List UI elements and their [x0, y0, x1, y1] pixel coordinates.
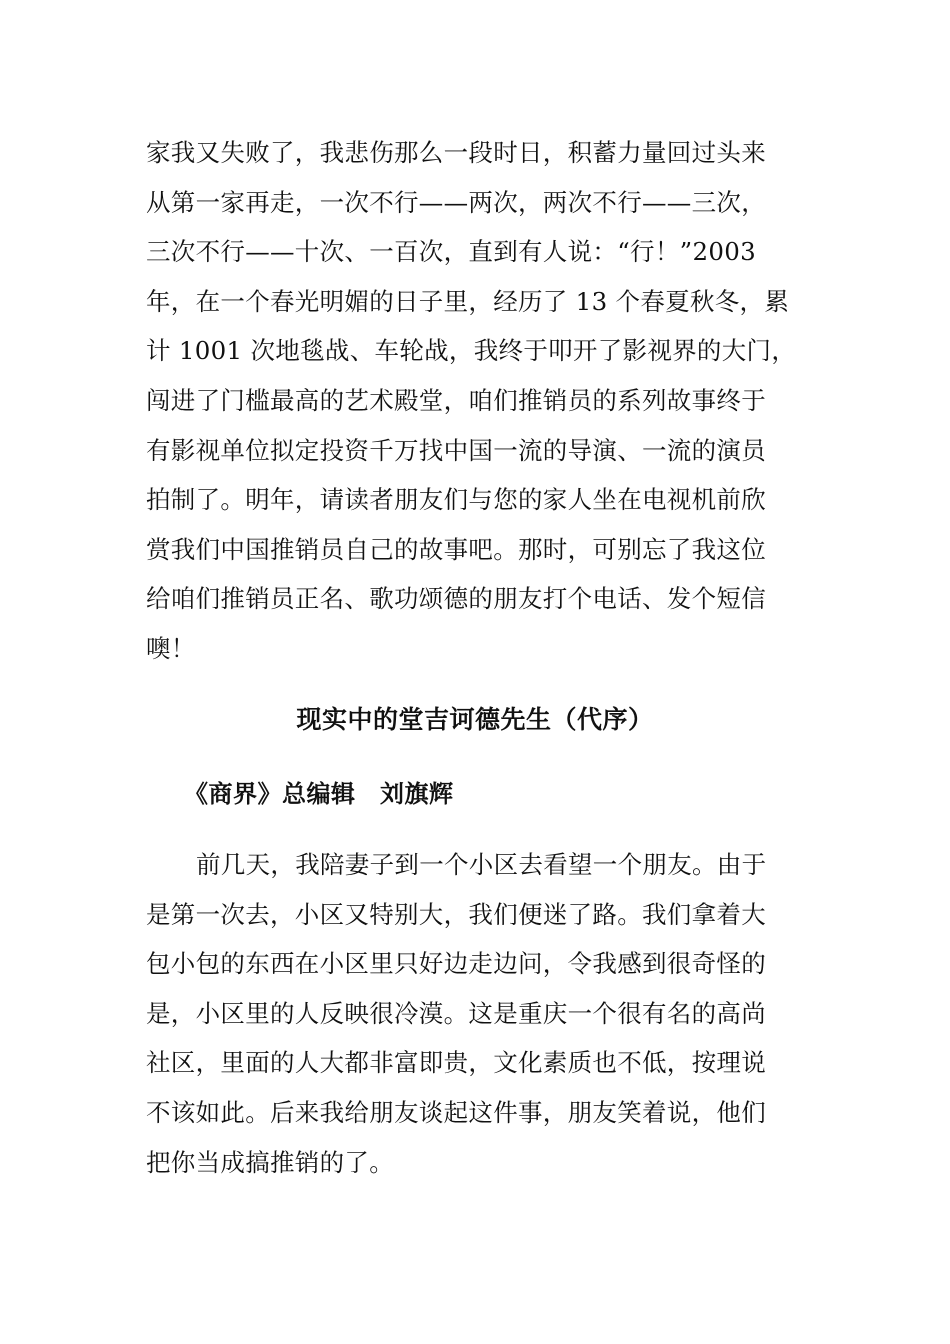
- paragraph-line: 社区，里面的人大都非富即贵，文化素质也不低，按理说: [146, 1048, 766, 1078]
- paragraph-line: 给咱们推销员正名、歌功颂德的朋友打个电话、发个短信: [146, 584, 766, 614]
- paragraph-line: 家我又失败了，我悲伤那么一段时日，积蓄力量回过头来: [146, 138, 766, 167]
- paragraph-line: 赏我们中国推销员自己的故事吧。那时，可别忘了我这位: [146, 534, 766, 564]
- paragraph-continuation: [146, 128, 796, 674]
- author-byline: 《商界》总编辑 刘旗辉: [184, 780, 454, 808]
- paragraph-line: 包小包的东西在小区里只好边走边问，令我感到很奇怪的: [146, 949, 766, 979]
- paragraph-line: 噢！: [146, 633, 196, 663]
- paragraph-line: 把你当成搞推销的了。: [146, 1147, 394, 1177]
- paragraph-line: 闯进了门槛最高的艺术殿堂，咱们推销员的系列故事终于: [146, 385, 766, 415]
- paragraph-line: 不该如此。后来我给朋友谈起这件事，朋友笑着说，他们: [146, 1097, 766, 1127]
- section-title: 现实中的堂吉诃德先生（代序）: [296, 705, 654, 734]
- paragraph-line: 三次不行——十次、一百次，直到有人说：“行！”2003: [146, 237, 756, 267]
- paragraph-line: 计 1001 次地毯战、车轮战，我终于叩开了影视界的大门，: [146, 336, 797, 366]
- paragraph-body: [146, 840, 796, 1187]
- paragraph-line: 有影视单位拟定投资千万找中国一流的导演、一流的演员: [146, 435, 766, 465]
- paragraph-line: 前几天，我陪妻子到一个小区去看望一个朋友。由于: [196, 850, 767, 879]
- paragraph-line: 拍制了。明年，请读者朋友们与您的家人坐在电视机前欣: [146, 485, 766, 515]
- paragraph-line: 从第一家再走，一次不行——两次，两次不行——三次，: [146, 187, 766, 217]
- paragraph-line: 年，在一个春光明媚的日子里，经历了 13 个春夏秋冬，累: [146, 286, 790, 316]
- paragraph-line: 是，小区里的人反映很冷漠。这是重庆一个很有名的高尚: [146, 998, 766, 1028]
- paragraph-line: 是第一次去，小区又特别大，我们便迷了路。我们拿着大: [146, 899, 766, 929]
